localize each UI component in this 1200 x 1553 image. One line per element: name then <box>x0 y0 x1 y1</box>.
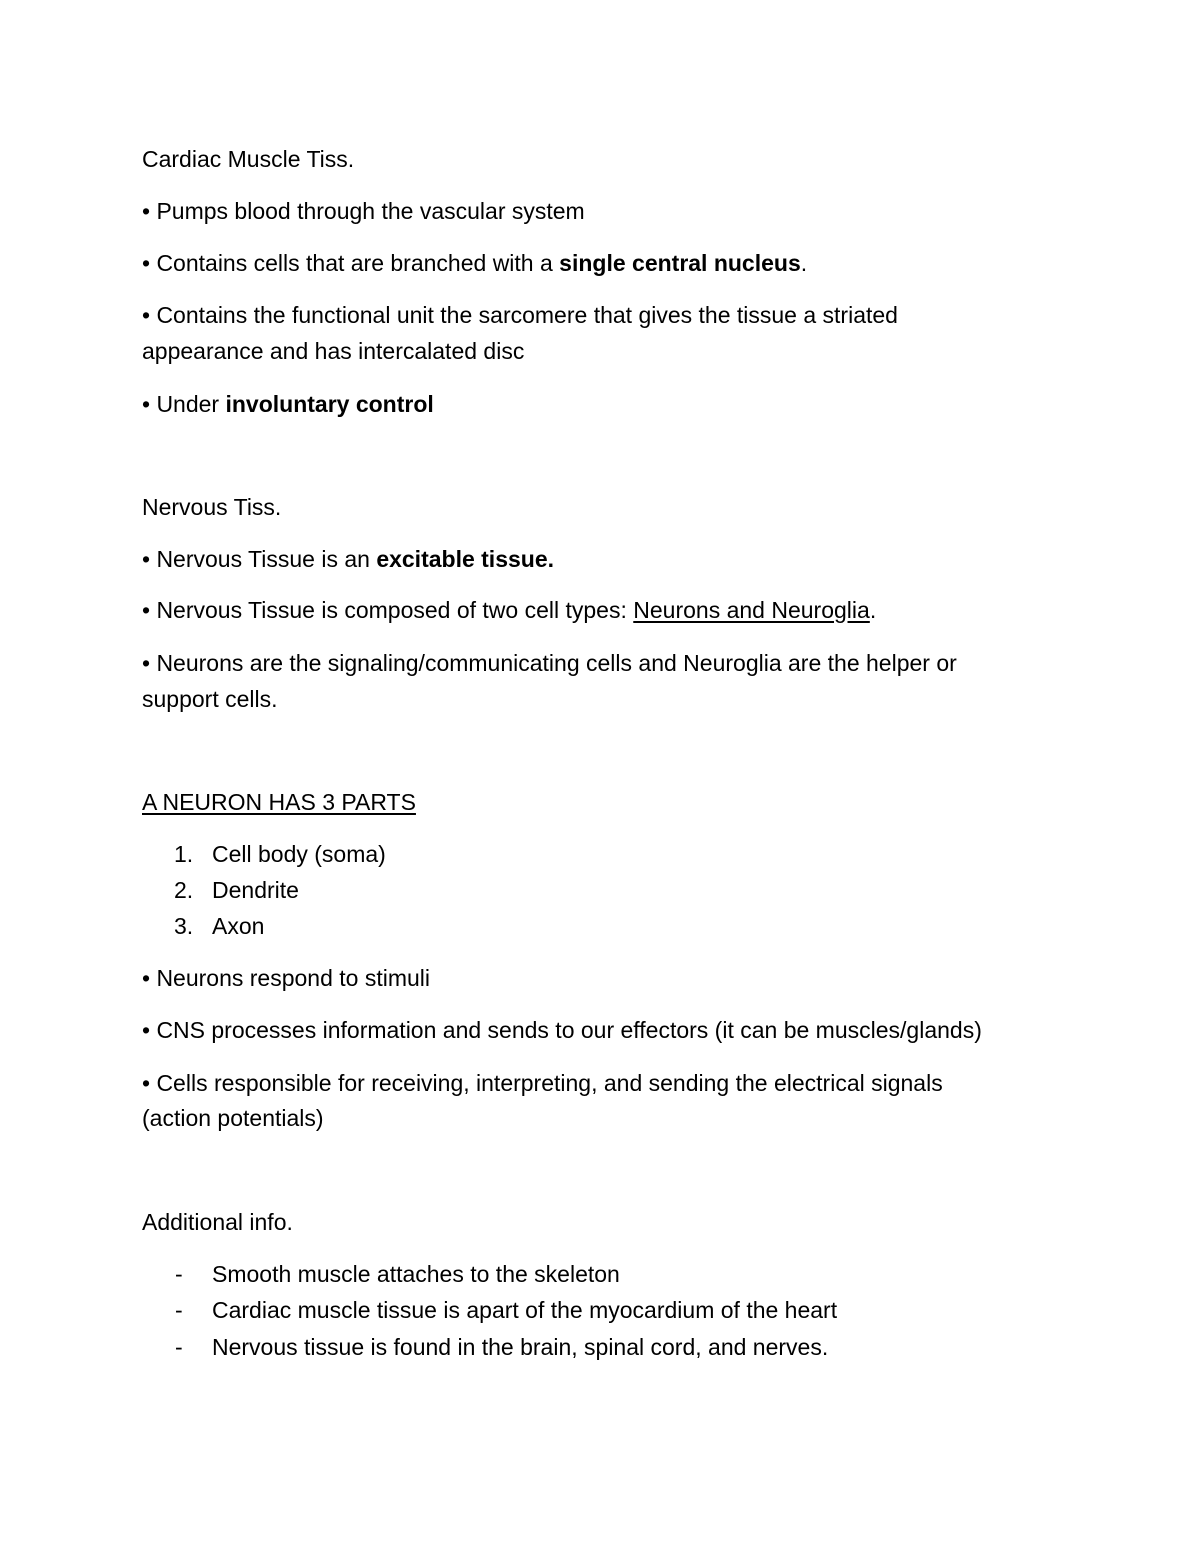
list-text: Smooth muscle attaches to the skeleton <box>212 1261 620 1287</box>
neuron-bullet-2: • CNS processes information and sends to our effectors (it can be muscles/glands) <box>142 1017 982 1043</box>
nervous-heading: Nervous Tiss. <box>142 494 282 520</box>
nervous-bullet-3-line-2: support cells. <box>142 686 278 712</box>
list-text: Nervous tissue is found in the brain, spinal cord, and nerves. <box>212 1334 829 1360</box>
neuron-bullet-3-line-1: • Cells responsible for receiving, interpreting, and sending the electrical signals <box>142 1070 943 1096</box>
additional-heading: Additional info. <box>142 1209 293 1235</box>
list-number: 3. <box>174 913 194 939</box>
list-number: 2. <box>174 877 194 903</box>
cardiac-bullet-3-line-2: appearance and has intercalated disc <box>142 338 525 364</box>
nervous-bullet-1: • Nervous Tissue is an excitable tissue. <box>142 546 555 572</box>
cardiac-bullet-4: • Under involuntary control <box>142 391 434 417</box>
list-item <box>142 912 742 940</box>
neuron-bullet-3-line-2: (action potentials) <box>142 1105 324 1131</box>
nervous-bullet-2: • Nervous Tissue is composed of two cell types: Neurons and Neuroglia. <box>142 597 877 623</box>
document-page <box>142 0 1082 1553</box>
list-item <box>142 1333 942 1361</box>
cardiac-heading: Cardiac Muscle Tiss. <box>142 146 355 172</box>
list-number: 1. <box>174 841 194 867</box>
dash-marker: - <box>175 1334 183 1360</box>
list-item <box>142 1296 942 1324</box>
list-item <box>142 876 742 904</box>
list-text: Cardiac muscle tissue is apart of the myocardium of the heart <box>212 1297 838 1323</box>
dash-marker: - <box>175 1297 183 1323</box>
cardiac-bullet-3-line-1: • Contains the functional unit the sarcomere that gives the tissue a striated <box>142 302 898 328</box>
neuron-heading: A NEURON HAS 3 PARTS <box>142 789 416 815</box>
list-text: Axon <box>212 913 265 939</box>
cardiac-bullet-1: • Pumps blood through the vascular system <box>142 198 585 224</box>
neuron-bullet-1: • Neurons respond to stimuli <box>142 965 431 991</box>
cardiac-bullet-2: • Contains cells that are branched with a single central nucleus. <box>142 250 808 276</box>
list-text: Dendrite <box>212 877 299 903</box>
list-item <box>142 1260 942 1288</box>
list-text: Cell body (soma) <box>212 841 386 867</box>
nervous-bullet-3-line-1: • Neurons are the signaling/communicating cells and Neuroglia are the helper or <box>142 650 957 676</box>
list-item <box>142 840 742 868</box>
dash-marker: - <box>175 1261 183 1287</box>
